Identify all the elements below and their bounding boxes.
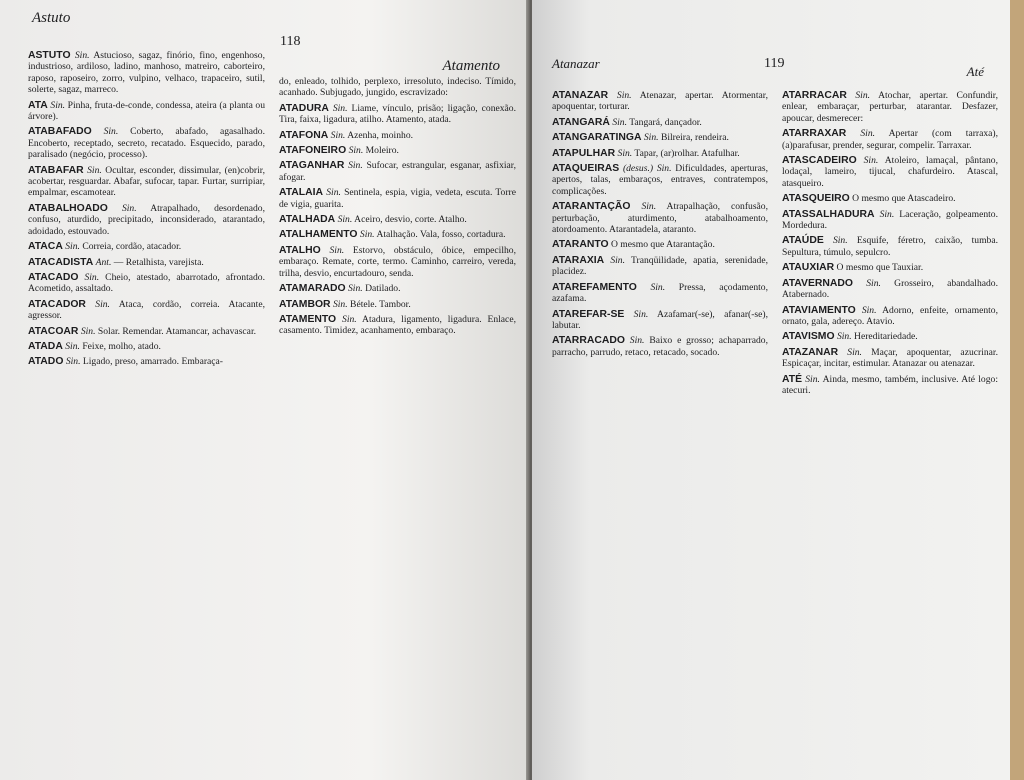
entry-headword: ATABALHOADO (28, 202, 108, 214)
dictionary-entry (552, 132, 768, 143)
entry-label: Sin. (347, 283, 363, 295)
entry-definition: Atadura, ligamento, ligadura. Enlace, casamento. Timidez, acanhamento, embaraço. (279, 313, 516, 337)
dictionary-entry (279, 76, 516, 99)
entry-headword: ATA (28, 99, 48, 111)
entry-label: Sin. (617, 147, 633, 159)
entry-headword: ATARANTAÇÃO (552, 201, 631, 213)
entry-label: Sin. (641, 201, 657, 213)
dictionary-entry (279, 103, 516, 126)
dictionary-entry (552, 335, 768, 358)
entry-headword: ATAFONEIRO (279, 145, 347, 157)
entry-definition: Apertar (com tarraxa), (a)parafusar, prender, segurar, compelir. Tarraxar. (782, 128, 998, 151)
entry-definition: Dificuldades, aperturas, apertos, talas, embaraços, entraves, contratempos, complicações. (552, 163, 769, 197)
entry-label: Sin. (348, 160, 363, 172)
entry-definition: O mesmo que Tauxiar. (836, 262, 924, 274)
entry-headword: ATAMARADO (279, 283, 346, 295)
entry-definition: Bétele. Tambor. (350, 298, 411, 310)
entry-definition: do, enleado, tolhido, perplexo, irresoluto, indeciso. Tímido, acanhado. Subjugado, jungido, escravizado: (279, 76, 516, 99)
dictionary-entry (28, 299, 265, 322)
entry-label: Sin. (847, 346, 862, 358)
dictionary-entry (279, 187, 516, 210)
left-column-2 (279, 50, 516, 372)
entry-definition: Atenazar, apertar. Atormentar, apoquentar, torturar. (552, 90, 768, 113)
entry-label: Sin. (80, 325, 96, 337)
entry-definition: Correia, cordão, atacador. (82, 241, 182, 253)
left-page-number: 118 (280, 34, 301, 49)
entry-definition: Datilado. (365, 283, 401, 295)
dictionary-entry (28, 100, 265, 123)
dictionary-entry (279, 145, 516, 156)
entry-label: Sin. (610, 254, 625, 266)
entry-definition: Sufocar, estrangular, esganar, asfixiar, afogar. (279, 160, 516, 183)
entry-label: Sin. (860, 128, 876, 140)
entry-headword: ATARRACADO (552, 335, 625, 347)
entry-definition: Azafamar(-se), afanar(-se), labutar. (552, 308, 769, 331)
entry-definition: Adorno, enfeite, ornamento, ornato, gala, adereço. Atavio. (782, 304, 998, 327)
entry-headword: ATANGARATINGA (552, 132, 642, 144)
entry-headword: ATAGANHAR (279, 160, 345, 172)
entry-label: Sin. (65, 340, 80, 352)
entry-headword: ATAVISMO (782, 331, 835, 343)
dictionary-entry (28, 126, 265, 160)
right-guide-word-start: Atanazar (552, 56, 600, 71)
entry-headword: ATANAZAR (552, 90, 609, 101)
entry-definition: Atoleiro, lamaçal, pântano, lodaçal, lameiro, tijucal, chafurdeiro. Atascal, atasqueiro. (782, 155, 998, 189)
entry-label: Sin. (643, 132, 659, 144)
entry-label: Sin. (629, 335, 645, 347)
right-guide-word-end: Até (966, 64, 984, 79)
entry-headword: ATARRACAR (782, 90, 847, 101)
entry-label: Sin. (84, 271, 100, 283)
entry-label: Sin. (879, 208, 895, 220)
dictionary-entry (279, 214, 516, 225)
page-edge (1010, 0, 1024, 780)
dictionary-entry (552, 117, 768, 128)
entry-label: Sin. (337, 214, 353, 226)
entry-definition: Ligado, preso, amarrado. Embaraça- (82, 356, 223, 368)
entry-definition: Laceração, golpeamento. Mordedura. (782, 208, 999, 232)
entry-headword: ATAVIAMENTO (782, 304, 856, 316)
dictionary-entry (279, 130, 516, 141)
entry-headword: ATACOAR (28, 325, 79, 337)
entry-definition: O mesmo que Atarantação. (610, 239, 715, 251)
entry-label: Sin. (866, 277, 881, 289)
entry-definition: Baixo e grosso; achaparrado, parracho, parrudo, retaco, retacado, socado. (552, 335, 769, 358)
entry-label: Sin. (74, 50, 90, 61)
entry-headword: ATAVERNADO (782, 277, 853, 289)
entry-definition: Feixe, molho, atado. (82, 340, 161, 352)
entry-definition: Ocultar, esconder, dissimular, (en)cobrir, acobertar, resguardar. Abafar, sufocar, tapar. Furtar, surripiar, empalmar, escamotear. (28, 164, 265, 199)
entry-label: Sin. (332, 298, 348, 310)
entry-label: Sin. (855, 90, 871, 101)
dictionary-entry (782, 209, 998, 232)
entry-definition: Astucioso, sagaz, finório, fino, engenhoso, industrioso, ardiloso, ladino, manhoso, matreiro, caborteiro, raposo, raposeiro, zorro, vulpino, velhaco, trapaceiro, sutil, solerte, sagaz, marreco. (28, 50, 265, 96)
entry-label: Sin. (330, 129, 346, 141)
entry-headword: ATAPULHAR (552, 147, 616, 159)
dictionary-entry (782, 235, 998, 258)
entry-label: Sin. (121, 202, 137, 214)
entry-headword: ATALHO (279, 244, 321, 256)
right-column-1 (552, 90, 768, 400)
entry-definition: Tangará, dançador. (629, 116, 702, 128)
entry-definition: Cheio, atestado, abarrotado, afrontado. Acometido, assaltado. (28, 271, 265, 295)
dictionary-entry (782, 128, 998, 151)
dictionary-entry (552, 163, 768, 197)
dictionary-entry (279, 299, 516, 310)
entry-label: Sin. (832, 235, 848, 247)
left-guide-word-start: Astuto (32, 10, 71, 26)
left-guide-word-end: Atamento (442, 58, 500, 74)
entry-label: Sin. (616, 90, 632, 101)
entry-headword: ATARANTO (552, 239, 609, 251)
entry-label: Sin. (612, 116, 627, 128)
entry-definition: Atrapalhado, desordenado, confuso, aturdido, precipitado, inconsiderado, atarantado, adoidado, estouvado. (28, 202, 265, 237)
entry-headword: ATARAXIA (552, 254, 605, 266)
entry-label: Sin. (326, 187, 341, 199)
entry-headword: ATADA (28, 340, 63, 352)
entry-headword: ATANGARÁ (552, 116, 610, 128)
entry-definition: Coberto, abafado, agasalhado. Encoberto, receptado, secreto, recatado. Esquecido, parado, paralisado (negócio, processo). (28, 126, 265, 161)
entry-headword: ATAUXIAR (782, 262, 835, 274)
entry-headword: ATALHADA (279, 214, 336, 226)
entry-headword: ATAMENTO (279, 313, 337, 325)
left-page-columns (28, 50, 516, 372)
entry-label: Sin. (836, 331, 852, 343)
left-column-1 (28, 50, 265, 372)
right-column-2 (782, 90, 998, 400)
entry-definition: O mesmo que Atascadeiro. (852, 193, 956, 205)
dictionary-entry (28, 165, 265, 199)
entry-definition: Ainda, mesmo, também, inclusive. Até logo: atecuri. (782, 373, 998, 396)
entry-label: Sin. (650, 281, 666, 293)
entry-definition: Estorvo, obstáculo, óbice, empecilho, embaraço. Remate, corte, termo. Caminho, carreiro, vereda, trilha, desvio, encurtadouro, senda. (279, 244, 517, 279)
dictionary-entry (552, 239, 768, 250)
entry-label: Sin. (87, 164, 102, 176)
entry-definition: Tranqüilidade, apatia, serenidade, placidez. (552, 254, 768, 278)
entry-headword: ATACADISTA (28, 256, 94, 268)
entry-definition: Grosseiro, abandalhado. Atabernado. (782, 277, 998, 301)
entry-headword: ATACADOR (28, 298, 86, 310)
dictionary-entry (782, 90, 998, 124)
entry-definition: Liame, vínculo, prisão; ligação, conexão. Tira, faixa, ligadura, atilho. Atamento, atada. (279, 102, 517, 126)
dictionary-entry (782, 278, 998, 301)
entry-definition: Tapar, (ar)rolhar. Atafulhar. (634, 147, 740, 159)
entry-headword: ATASSALHADURA (782, 208, 875, 220)
entry-definition: — Retalhista, varejista. (113, 256, 204, 268)
dictionary-entry (552, 255, 768, 278)
dictionary-entry (552, 148, 768, 159)
dictionary-entry (782, 193, 998, 204)
entry-definition: Bilreira, rendeira. (660, 132, 729, 144)
entry-headword: ATAREFAR-SE (552, 308, 625, 320)
entry-label: (desus.) Sin. (622, 163, 672, 175)
dictionary-entry (552, 201, 768, 235)
dictionary-entry (28, 326, 265, 337)
entry-definition: Solar. Remendar. Atamancar, achavascar. (97, 325, 257, 337)
entry-definition: Esquife, féretro, caixão, tumba. Sepultura, túmulo, sepulcro. (782, 235, 998, 258)
entry-label: Ant. (95, 256, 112, 268)
entry-label: Sin. (342, 313, 357, 325)
entry-headword: ATABAFADO (28, 126, 92, 138)
entry-definition: Sentinela, espia, vigia, vedeta, escuta. Torre de vigia, guarita. (279, 187, 516, 210)
entry-definition: Atalhação. Vala, fosso, cortadura. (376, 229, 506, 241)
right-page-number: 119 (764, 56, 785, 71)
entry-headword: ATAREFAMENTO (552, 281, 637, 293)
entry-definition: Azenha, moinho. (347, 129, 414, 141)
dictionary-entry (279, 314, 516, 337)
entry-headword: ATAÚDE (782, 235, 824, 247)
entry-definition: Maçar, apoquentar, azucrinar. Espicaçar, incitar, estimular. Atanazar ou atenazar. (782, 346, 998, 370)
dictionary-entry (28, 50, 265, 96)
entry-label: Sin. (633, 308, 649, 320)
dictionary-entry (552, 90, 768, 113)
entry-headword: ATACA (28, 241, 63, 253)
dictionary-entry (782, 347, 998, 370)
entry-headword: ATÉ (782, 373, 803, 385)
entry-definition: Atochar, apertar. Confundir, enlear, embaraçar, perturbar, atarantar. Desfazer, apoucar, desmerecer: (782, 90, 998, 124)
entry-headword: ATAQUEIRAS (552, 163, 620, 175)
dictionary-entry (28, 203, 265, 237)
entry-label: Sin. (332, 102, 348, 114)
entry-label: Sin. (359, 229, 375, 241)
entry-label: Sin. (103, 126, 119, 138)
entry-definition: Hereditariedade. (854, 331, 918, 343)
dictionary-entry (552, 309, 768, 332)
dictionary-entry (552, 282, 768, 305)
entry-headword: ATADO (28, 356, 64, 368)
dictionary-entry (28, 356, 265, 367)
dictionary-entry (782, 374, 998, 397)
dictionary-entry (279, 229, 516, 240)
entry-headword: ATAZANAR (782, 346, 839, 358)
dictionary-entry (28, 241, 265, 252)
entry-label: Sin. (50, 99, 66, 111)
entry-definition: Pinha, fruta-de-conde, condessa, ateira (a planta ou árvore). (28, 99, 265, 123)
entry-definition: Pressa, açodamento, azafama. (552, 281, 769, 305)
entry-definition: Moleiro. (365, 145, 399, 157)
dictionary-entry (28, 272, 265, 295)
dictionary-entry (279, 245, 516, 279)
dictionary-entry (279, 283, 516, 294)
entry-headword: ATAMBOR (279, 298, 331, 310)
entry-headword: ATALHAMENTO (279, 229, 358, 241)
dictionary-entry (279, 160, 516, 183)
entry-label: Sin. (348, 145, 364, 157)
entry-headword: ATASQUEIRO (782, 193, 850, 205)
entry-label: Sin. (65, 241, 80, 253)
entry-headword: ATARRAXAR (782, 128, 847, 140)
entry-headword: ATACADO (28, 271, 79, 283)
entry-definition: Atrapalhação, confusão, perturbação, aturdimento, atabalhoamento, atordoamento. Atarantadela, ataranto. (552, 201, 769, 236)
entry-label: Sin. (95, 298, 110, 310)
entry-definition: Ataca, cordão, correia. Atacante, agressor. (28, 298, 265, 322)
dictionary-entry (782, 155, 998, 189)
entry-headword: ATADURA (279, 102, 329, 114)
dictionary-entry (28, 341, 265, 352)
entry-label: Sin. (805, 373, 820, 385)
dictionary-entry (28, 257, 265, 268)
right-page (532, 0, 1010, 780)
entry-definition: Aceiro, desvio, corte. Atalho. (354, 214, 467, 226)
entry-headword: ATALAIA (279, 187, 324, 199)
entry-headword: ASTUTO (28, 50, 71, 61)
entry-label: Sin. (65, 356, 81, 368)
entry-label: Sin. (329, 244, 345, 256)
right-page-header (552, 52, 998, 79)
entry-headword: ATABAFAR (28, 164, 84, 176)
dictionary-entry (782, 331, 998, 342)
dictionary-entry (782, 262, 998, 273)
entry-label: Sin. (861, 304, 877, 316)
entry-headword: ATAFONA (279, 129, 329, 141)
dictionary-entry (782, 305, 998, 328)
right-page-columns (552, 90, 998, 400)
entry-label: Sin. (863, 155, 879, 167)
entry-headword: ATASCADEIRO (782, 155, 857, 167)
